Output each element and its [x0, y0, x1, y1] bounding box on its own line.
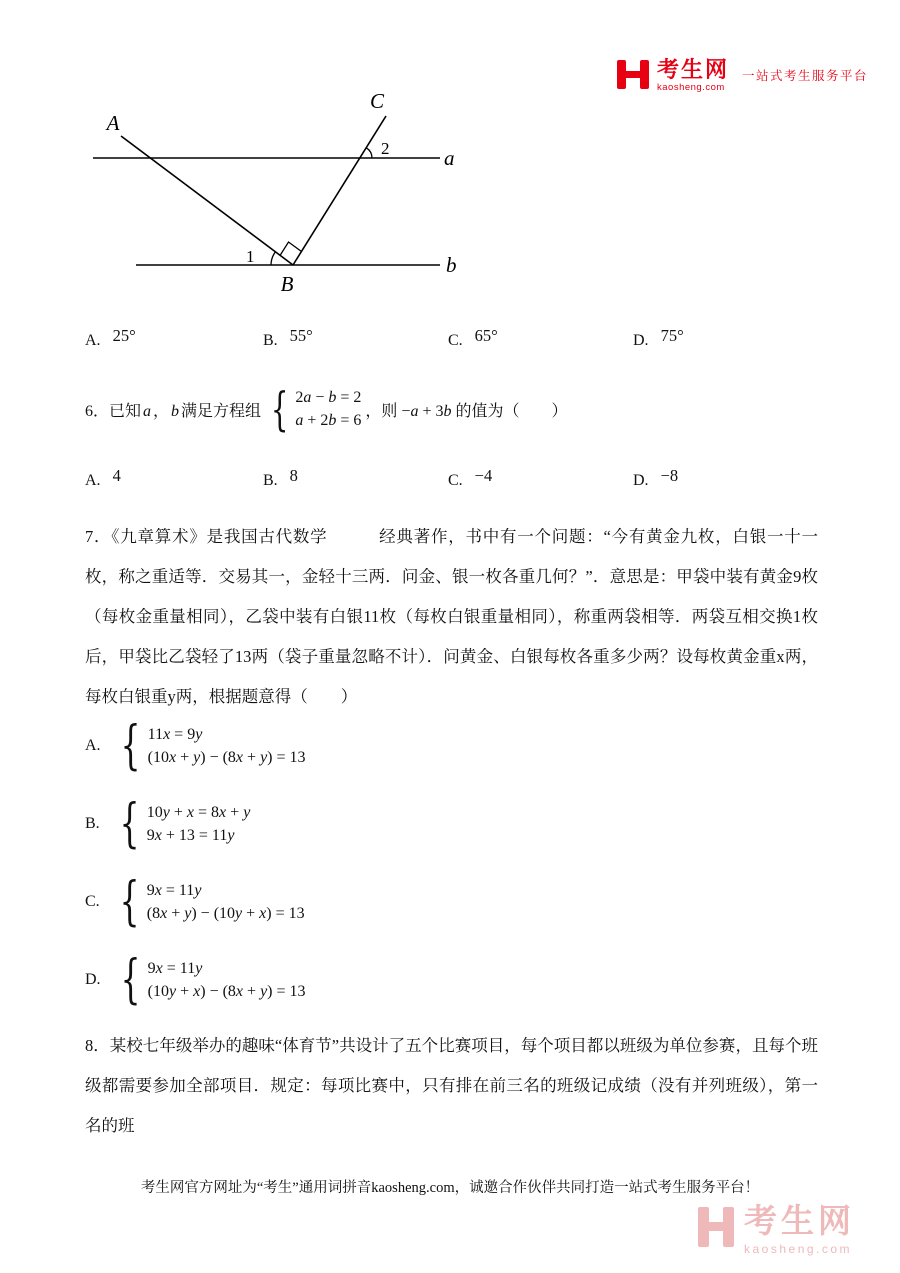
system-brace: [120, 954, 140, 1006]
system-equations: [147, 801, 251, 847]
q6-option-a: [85, 466, 121, 490]
watermark-text-block: [744, 1204, 855, 1256]
equation-system: [265, 386, 361, 432]
equation-line: 9x = 11y: [147, 960, 203, 977]
line-CB: [293, 116, 386, 265]
option-letter: A.: [85, 737, 101, 754]
equation-system: [113, 798, 251, 850]
point-A-label: A: [106, 111, 120, 135]
option-value: −4: [474, 466, 493, 485]
brand-icon: [616, 58, 650, 92]
system-brace: [271, 386, 289, 432]
equation-line: 2a − b = 2: [295, 389, 362, 406]
equation-line: 10y + x = 8x + y: [146, 804, 251, 821]
line-a-label: a: [444, 146, 455, 170]
watermark-logo: [696, 1204, 855, 1256]
option-letter: A.: [85, 472, 101, 489]
q5-option-a: [85, 326, 136, 350]
q7-option-c: [85, 876, 309, 928]
question-8-text: 8．某校七年级举办的趣味“体育节”共设计了五个比赛项目，每个项目都以班级为单位参赛，且每个班级都需要参加全部项目．规定：每项比赛中，只有排在前三名的班级记成绩（没有并列班级），第一名的班: [85, 1036, 818, 1135]
brand-domain: kaosheng.com: [657, 82, 725, 94]
q7-option-d: [85, 954, 310, 1006]
math-expression: −a + 3b: [401, 402, 452, 420]
q6-option-d: [633, 466, 679, 490]
option-letter: B.: [263, 332, 278, 349]
system-brace: [120, 720, 140, 772]
system-equations: [148, 723, 306, 769]
equation-line: a + 2b = 6: [295, 412, 362, 429]
watermark-icon: [696, 1204, 736, 1250]
equation-line: 9x = 11y: [146, 882, 202, 899]
system-equations: [147, 879, 305, 925]
option-letter: D.: [633, 332, 649, 349]
option-letter: C.: [85, 893, 100, 910]
angle-2-arc: [366, 148, 372, 158]
option-value: −8: [660, 466, 679, 485]
equation-system: [114, 720, 306, 772]
q5-option-b: [263, 326, 313, 350]
angle-1-arc: [271, 252, 275, 265]
system-equations: [148, 957, 306, 1003]
equation-line: (10x + y) − (8x + y) = 13: [147, 749, 306, 766]
equation-system: [113, 876, 305, 928]
question-text-tail: 的值为（ ）: [455, 402, 568, 420]
option-letter: D.: [85, 971, 101, 988]
header-logo: [616, 58, 868, 93]
watermark-domain: kaosheng.com: [744, 1242, 853, 1256]
question-number: 6．: [85, 402, 110, 420]
option-value: 8: [289, 466, 298, 485]
watermark-brand: 考生网: [744, 1202, 855, 1239]
angle-2-label: 2: [381, 139, 390, 158]
option-letter: B.: [263, 472, 278, 489]
equation-system: [114, 954, 306, 1006]
system-equations: [295, 386, 361, 432]
question-7-text: 7．《九章算术》是我国古代数学 经典著作，书中有一个问题：“今有黄金九枚，白银一十一枚，称之重适等．交易其一，金轻十三两．问金、银一枚各重几何？”．意思是：甲袋中装有黄金9枚（每枚金重量相同），乙袋中装有白银11枚（每枚白银重量相同），称重两袋相等．两袋互相交换1枚后，甲袋比乙袋轻了13两（袋子重量忽略不计）．问黄金、白银每枚各重多少两？设每枚黄金重x两，每枚白银重y两，根据题意得（ ）: [85, 527, 818, 706]
option-letter: C.: [448, 332, 463, 349]
system-brace: [119, 798, 139, 850]
question-text-mid: 满足方程组: [181, 402, 262, 420]
q5-option-c: [448, 326, 498, 350]
point-C-label: C: [369, 90, 385, 113]
line-b-label: b: [446, 253, 457, 277]
q6-option-b: [263, 466, 298, 490]
math-var-a: a: [143, 403, 152, 420]
option-letter: A.: [85, 332, 101, 349]
comma: ，: [153, 402, 170, 420]
option-value: 4: [112, 466, 121, 485]
q7-option-a: [85, 720, 310, 772]
question-text-lead: 已知: [109, 402, 142, 420]
option-value: 25°: [112, 326, 136, 345]
option-letter: D.: [633, 472, 649, 489]
system-brace: [119, 876, 139, 928]
equation-line: (10y + x) − (8x + y) = 13: [147, 983, 306, 1000]
math-var-b: b: [171, 403, 180, 420]
option-value: 75°: [660, 326, 684, 345]
equation-line: 9x + 13 = 11y: [146, 827, 235, 844]
option-value: 55°: [289, 326, 313, 345]
angle-1-label: 1: [246, 247, 255, 266]
q5-option-d: [633, 326, 684, 350]
question-text-then: ，则: [365, 402, 398, 420]
brand-name: 考生网: [657, 57, 730, 82]
equation-line: 11x = 9y: [147, 726, 203, 743]
option-letter: C.: [448, 472, 463, 489]
option-value: 65°: [474, 326, 498, 345]
right-angle-mark: [280, 242, 302, 256]
point-B-label: B: [280, 272, 294, 296]
q6-option-c: [448, 466, 493, 490]
question-6: [85, 381, 568, 437]
line-AB: [121, 136, 293, 265]
brand-text-block: [657, 58, 729, 93]
footer-text: 考生网官方网址为“考生”通用词拼音kaosheng.com，诚邀合作伙伴共同打造一站式考生服务平台！: [140, 1180, 760, 1196]
brand-tagline: 一站式考生服务平台: [742, 69, 869, 83]
option-letter: B.: [85, 815, 100, 832]
geometry-figure: [88, 90, 468, 308]
equation-line: (8x + y) − (10y + x) = 13: [146, 905, 305, 922]
q7-option-b: [85, 798, 254, 850]
